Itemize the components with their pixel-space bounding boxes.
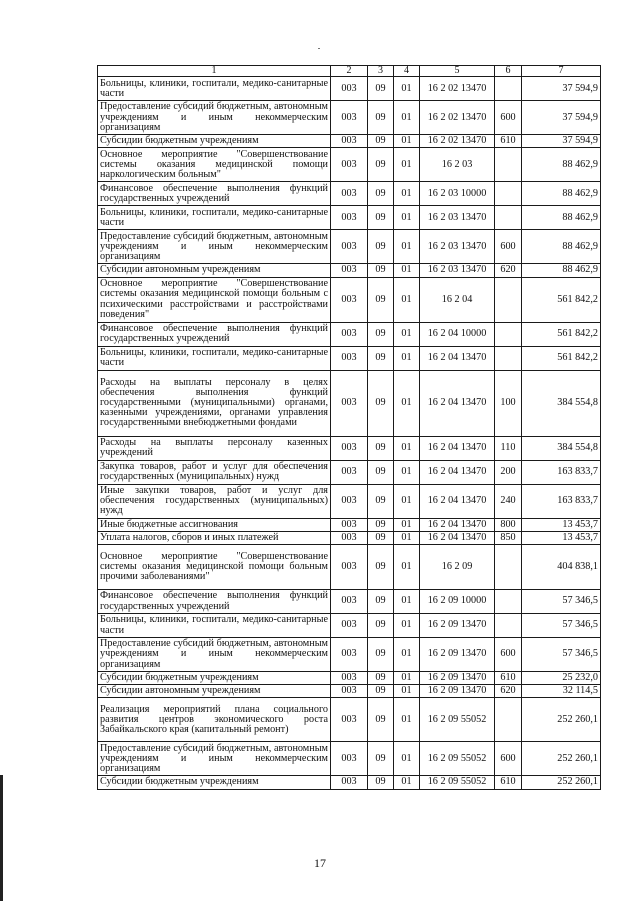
row-code-expense-type: 610 (495, 672, 522, 685)
row-code-ministry: 003 (331, 135, 368, 148)
row-name: Закупка товаров, работ и услуг для обеспечения государственных (муниципальных) нужд (98, 460, 331, 484)
table-row (98, 322, 601, 346)
row-code-section: 09 (368, 436, 394, 460)
row-name: Больницы, клиники, госпитали, медико-санитарные части (98, 206, 331, 230)
table-row (98, 685, 601, 698)
table-row (98, 672, 601, 685)
row-code-section: 09 (368, 277, 394, 322)
row-amount: 25 232,0 (522, 672, 601, 685)
row-code-section: 09 (368, 742, 394, 776)
row-code-subsection: 01 (394, 776, 420, 789)
row-code-ministry: 003 (331, 277, 368, 322)
row-name: Предоставление субсидий бюджетным, автономным учреждениям и иным некоммерческим организациям (98, 230, 331, 264)
row-code-target: 16 2 04 13470 (420, 531, 495, 544)
row-code-target: 16 2 03 10000 (420, 182, 495, 206)
row-code-target: 16 2 09 55052 (420, 698, 495, 742)
row-code-expense-type: 240 (495, 484, 522, 518)
row-amount: 561 842,2 (522, 277, 601, 322)
row-amount: 88 462,9 (522, 230, 601, 264)
row-code-subsection: 01 (394, 672, 420, 685)
row-code-expense-type: 620 (495, 685, 522, 698)
row-code-ministry: 003 (331, 638, 368, 672)
row-code-subsection: 01 (394, 346, 420, 370)
table-row (98, 277, 601, 322)
row-code-ministry: 003 (331, 77, 368, 101)
row-code-subsection: 01 (394, 638, 420, 672)
row-code-expense-type: 100 (495, 370, 522, 436)
row-code-section: 09 (368, 206, 394, 230)
row-code-section: 09 (368, 531, 394, 544)
table-row (98, 182, 601, 206)
row-code-ministry: 003 (331, 436, 368, 460)
row-code-target: 16 2 04 13470 (420, 346, 495, 370)
row-code-target: 16 2 04 13470 (420, 460, 495, 484)
table-row (98, 230, 601, 264)
table-row (98, 101, 601, 135)
table-row (98, 531, 601, 544)
row-code-subsection: 01 (394, 614, 420, 638)
row-code-subsection: 01 (394, 685, 420, 698)
row-code-subsection: 01 (394, 135, 420, 148)
row-name: Предоставление субсидий бюджетным, автономным учреждениям и иным некоммерческим организациям (98, 638, 331, 672)
row-code-target: 16 2 04 13470 (420, 370, 495, 436)
table-row (98, 545, 601, 590)
row-amount: 88 462,9 (522, 206, 601, 230)
row-code-section: 09 (368, 182, 394, 206)
row-code-subsection: 01 (394, 370, 420, 436)
row-code-section: 09 (368, 101, 394, 135)
row-code-subsection: 01 (394, 230, 420, 264)
row-code-ministry: 003 (331, 742, 368, 776)
row-code-expense-type: 600 (495, 230, 522, 264)
row-code-section: 09 (368, 346, 394, 370)
row-code-ministry: 003 (331, 148, 368, 182)
row-code-target: 16 2 09 (420, 545, 495, 590)
row-name: Расходы на выплаты персоналу в целях обеспечения выполнения функций государственными (муниципальными) органами, казенными учреждениями, органами управления государственными внебюджетными фондами (98, 370, 331, 436)
row-code-target: 16 2 04 13470 (420, 484, 495, 518)
row-amount: 37 594,9 (522, 77, 601, 101)
header-col-5: 5 (420, 66, 495, 77)
table-row (98, 776, 601, 789)
row-code-subsection: 01 (394, 148, 420, 182)
row-name: Предоставление субсидий бюджетным, автономным учреждениям и иным некоммерческим организациям (98, 742, 331, 776)
table-row (98, 590, 601, 614)
row-code-subsection: 01 (394, 518, 420, 531)
row-name: Больницы, клиники, госпитали, медико-санитарные части (98, 346, 331, 370)
row-code-subsection: 01 (394, 698, 420, 742)
row-code-target: 16 2 04 13470 (420, 436, 495, 460)
row-amount: 13 453,7 (522, 531, 601, 544)
row-amount: 13 453,7 (522, 518, 601, 531)
row-code-ministry: 003 (331, 484, 368, 518)
row-code-section: 09 (368, 77, 394, 101)
row-code-target: 16 2 04 10000 (420, 322, 495, 346)
row-name: Иные бюджетные ассигнования (98, 518, 331, 531)
row-amount: 57 346,5 (522, 614, 601, 638)
budget-table (97, 65, 601, 790)
row-amount: 88 462,9 (522, 264, 601, 277)
row-code-expense-type (495, 182, 522, 206)
row-name: Субсидии бюджетным учреждениям (98, 672, 331, 685)
row-code-target: 16 2 09 13470 (420, 672, 495, 685)
table-row (98, 518, 601, 531)
row-code-section: 09 (368, 322, 394, 346)
table-row (98, 148, 601, 182)
table-row (98, 346, 601, 370)
row-amount: 404 838,1 (522, 545, 601, 590)
row-code-expense-type (495, 148, 522, 182)
row-code-expense-type (495, 590, 522, 614)
row-amount: 57 346,5 (522, 590, 601, 614)
row-code-section: 09 (368, 370, 394, 436)
row-code-expense-type: 200 (495, 460, 522, 484)
row-code-expense-type: 620 (495, 264, 522, 277)
row-code-ministry: 003 (331, 518, 368, 531)
row-code-section: 09 (368, 614, 394, 638)
row-code-ministry: 003 (331, 206, 368, 230)
row-amount: 163 833,7 (522, 484, 601, 518)
row-code-expense-type: 600 (495, 101, 522, 135)
row-code-expense-type: 800 (495, 518, 522, 531)
row-code-section: 09 (368, 698, 394, 742)
header-col-1: 1 (98, 66, 331, 77)
row-code-section: 09 (368, 518, 394, 531)
row-code-expense-type: 600 (495, 742, 522, 776)
row-code-section: 09 (368, 484, 394, 518)
row-code-section: 09 (368, 638, 394, 672)
row-code-expense-type: 850 (495, 531, 522, 544)
row-amount: 32 114,5 (522, 685, 601, 698)
table-row (98, 206, 601, 230)
row-code-ministry: 003 (331, 672, 368, 685)
header-col-3: 3 (368, 66, 394, 77)
row-code-ministry: 003 (331, 460, 368, 484)
table-row (98, 698, 601, 742)
table-row (98, 135, 601, 148)
row-code-subsection: 01 (394, 322, 420, 346)
row-amount: 252 260,1 (522, 776, 601, 789)
row-amount: 163 833,7 (522, 460, 601, 484)
row-code-subsection: 01 (394, 277, 420, 322)
row-code-expense-type (495, 346, 522, 370)
row-name: Основное мероприятие "Совершенствование системы оказания медицинской помощи больным с психическими расстройствами и расстройствами поведения" (98, 277, 331, 322)
row-name: Предоставление субсидий бюджетным, автономным учреждениям и иным некоммерческим организациям (98, 101, 331, 135)
row-code-target: 16 2 02 13470 (420, 77, 495, 101)
row-name: Больницы, клиники, госпитали, медико-санитарные части (98, 77, 331, 101)
row-amount: 561 842,2 (522, 346, 601, 370)
row-code-ministry: 003 (331, 182, 368, 206)
row-code-target: 16 2 03 13470 (420, 230, 495, 264)
row-name: Финансовое обеспечение выполнения функций государственных учреждений (98, 182, 331, 206)
row-code-target: 16 2 03 13470 (420, 264, 495, 277)
row-code-expense-type: 610 (495, 776, 522, 789)
row-code-ministry: 003 (331, 230, 368, 264)
row-code-subsection: 01 (394, 182, 420, 206)
row-code-target: 16 2 09 55052 (420, 742, 495, 776)
row-code-subsection: 01 (394, 545, 420, 590)
row-code-target: 16 2 09 55052 (420, 776, 495, 789)
row-code-expense-type (495, 277, 522, 322)
row-code-section: 09 (368, 135, 394, 148)
row-amount: 37 594,9 (522, 101, 601, 135)
row-amount: 88 462,9 (522, 182, 601, 206)
row-code-subsection: 01 (394, 206, 420, 230)
row-code-ministry: 003 (331, 590, 368, 614)
row-code-section: 09 (368, 590, 394, 614)
row-name: Субсидии бюджетным учреждениям (98, 135, 331, 148)
row-code-expense-type (495, 698, 522, 742)
row-code-expense-type (495, 77, 522, 101)
header-col-7: 7 (522, 66, 601, 77)
row-code-expense-type: 110 (495, 436, 522, 460)
row-code-ministry: 003 (331, 322, 368, 346)
row-code-expense-type (495, 614, 522, 638)
row-name: Финансовое обеспечение выполнения функций государственных учреждений (98, 590, 331, 614)
row-name: Расходы на выплаты персоналу казенных учреждений (98, 436, 331, 460)
row-name: Основное мероприятие "Совершенствование системы оказания медицинской помощи наркологическим больным" (98, 148, 331, 182)
row-code-subsection: 01 (394, 484, 420, 518)
row-code-section: 09 (368, 230, 394, 264)
row-code-expense-type (495, 322, 522, 346)
row-code-subsection: 01 (394, 436, 420, 460)
table-row (98, 460, 601, 484)
scan-edge-mark (0, 775, 3, 901)
scan-speck (318, 48, 320, 49)
row-code-expense-type: 610 (495, 135, 522, 148)
table-row (98, 436, 601, 460)
row-code-section: 09 (368, 148, 394, 182)
row-name: Субсидии автономным учреждениям (98, 685, 331, 698)
row-name: Субсидии бюджетным учреждениям (98, 776, 331, 789)
table-row (98, 77, 601, 101)
row-code-ministry: 003 (331, 101, 368, 135)
row-code-ministry: 003 (331, 545, 368, 590)
row-code-expense-type (495, 206, 522, 230)
row-name: Больницы, клиники, госпитали, медико-санитарные части (98, 614, 331, 638)
table-row (98, 614, 601, 638)
row-code-section: 09 (368, 685, 394, 698)
row-code-target: 16 2 09 13470 (420, 638, 495, 672)
row-code-section: 09 (368, 264, 394, 277)
row-code-target: 16 2 02 13470 (420, 101, 495, 135)
row-code-target: 16 2 09 10000 (420, 590, 495, 614)
row-code-ministry: 003 (331, 698, 368, 742)
row-name: Финансовое обеспечение выполнения функций государственных учреждений (98, 322, 331, 346)
row-code-ministry: 003 (331, 685, 368, 698)
row-code-target: 16 2 03 (420, 148, 495, 182)
row-code-ministry: 003 (331, 264, 368, 277)
row-code-ministry: 003 (331, 776, 368, 789)
row-amount: 57 346,5 (522, 638, 601, 672)
row-code-subsection: 01 (394, 460, 420, 484)
row-amount: 384 554,8 (522, 370, 601, 436)
row-name: Иные закупки товаров, работ и услуг для обеспечения государственных (муниципальных) нужд (98, 484, 331, 518)
row-code-expense-type: 600 (495, 638, 522, 672)
table-row (98, 638, 601, 672)
row-amount: 37 594,9 (522, 135, 601, 148)
row-code-ministry: 003 (331, 531, 368, 544)
row-code-target: 16 2 02 13470 (420, 135, 495, 148)
row-code-target: 16 2 03 13470 (420, 206, 495, 230)
row-name: Реализация мероприятий плана социального развития центров экономического роста Забайкальского края (капитальный ремонт) (98, 698, 331, 742)
header-col-6: 6 (495, 66, 522, 77)
row-amount: 561 842,2 (522, 322, 601, 346)
header-col-4: 4 (394, 66, 420, 77)
table-header-row (98, 66, 601, 77)
row-code-section: 09 (368, 672, 394, 685)
row-amount: 252 260,1 (522, 698, 601, 742)
row-code-subsection: 01 (394, 101, 420, 135)
row-code-section: 09 (368, 776, 394, 789)
table-row (98, 742, 601, 776)
table-row (98, 370, 601, 436)
row-code-target: 16 2 04 (420, 277, 495, 322)
page-number: 17 (314, 856, 326, 870)
table-row (98, 264, 601, 277)
row-name: Уплата налогов, сборов и иных платежей (98, 531, 331, 544)
row-code-ministry: 003 (331, 370, 368, 436)
row-code-subsection: 01 (394, 742, 420, 776)
row-amount: 252 260,1 (522, 742, 601, 776)
row-name: Основное мероприятие "Совершенствование системы оказания медицинской помощи больным прочими заболеваниями" (98, 545, 331, 590)
row-code-section: 09 (368, 460, 394, 484)
row-amount: 384 554,8 (522, 436, 601, 460)
row-code-subsection: 01 (394, 77, 420, 101)
row-code-subsection: 01 (394, 590, 420, 614)
row-code-ministry: 003 (331, 346, 368, 370)
row-name: Субсидии автономным учреждениям (98, 264, 331, 277)
row-code-subsection: 01 (394, 531, 420, 544)
row-code-section: 09 (368, 545, 394, 590)
row-code-target: 16 2 09 13470 (420, 614, 495, 638)
row-amount: 88 462,9 (522, 148, 601, 182)
row-code-expense-type (495, 545, 522, 590)
row-code-ministry: 003 (331, 614, 368, 638)
row-code-subsection: 01 (394, 264, 420, 277)
table-row (98, 484, 601, 518)
row-code-target: 16 2 04 13470 (420, 518, 495, 531)
row-code-target: 16 2 09 13470 (420, 685, 495, 698)
header-col-2: 2 (331, 66, 368, 77)
